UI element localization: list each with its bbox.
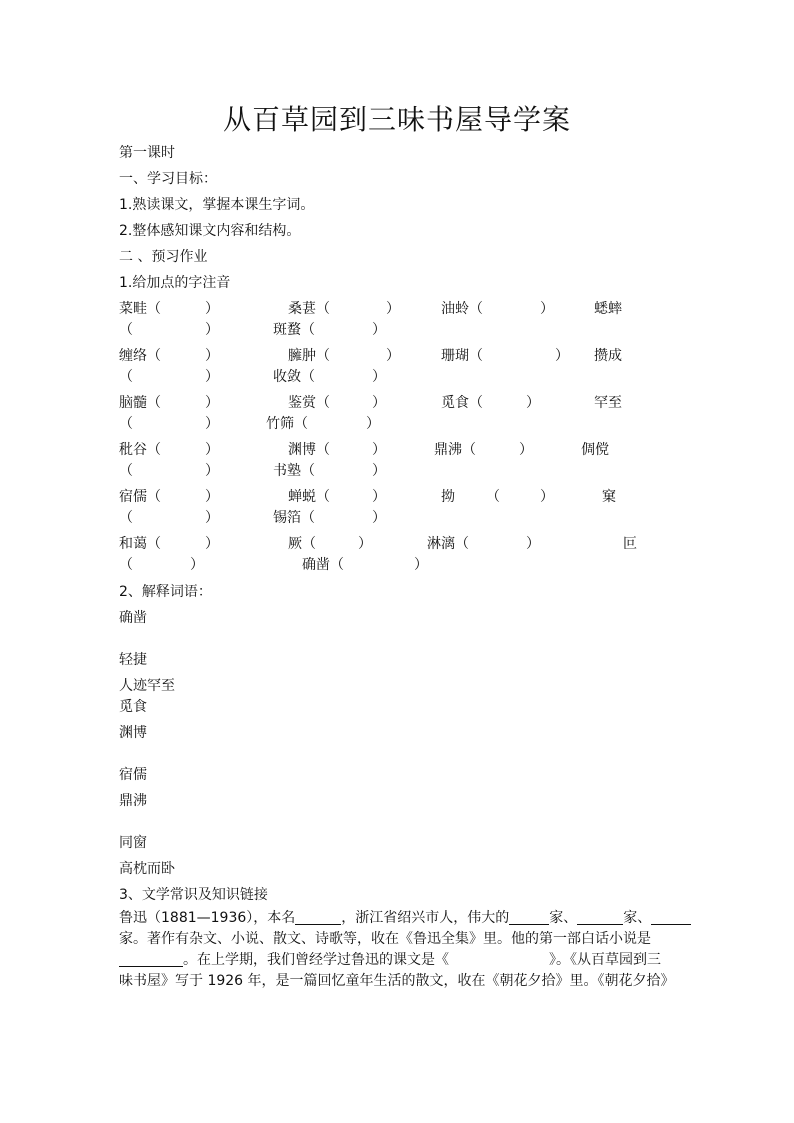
pinyin-heading: 1.给加点的字注音 — [119, 275, 231, 291]
pinyin-paren: ） — [205, 395, 219, 411]
pinyin-word: 蝉蜕（ — [288, 489, 330, 505]
page-title: 从百草园到三味书屋导学案 — [222, 103, 571, 136]
goal-item: 2.整体感知课文内容和结构。 — [119, 223, 301, 239]
pinyin-word: 锡箔（ — [273, 510, 315, 526]
pinyin-word: 斑蝥（ — [273, 322, 315, 338]
pinyin-paren: ） — [372, 489, 386, 505]
pinyin-paren: ） — [190, 557, 204, 573]
knowledge-heading: 3、文学常识及知识链接 — [119, 887, 268, 903]
pinyin-paren: ） — [372, 369, 386, 385]
paragraph-text: 味书屋》写于 1926 年，是一篇回忆童年生活的散文，收在《朝花夕拾》里。《朝花夕拾》 — [119, 973, 675, 989]
goals-heading: 一、学习目标： — [119, 171, 217, 187]
pinyin-paren: ） — [205, 322, 219, 338]
fill-blank[interactable] — [651, 910, 691, 925]
word-item: 宿儒 — [119, 767, 147, 783]
pinyin-word: 厥（ — [288, 536, 316, 552]
paragraph-text: 家。著作有杂文、小说、散文、诗歌等，收在《鲁迅全集》里。他的第一部白话小说是 — [119, 931, 651, 947]
pinyin-word: 蟋蟀 — [594, 301, 622, 317]
word-item: 轻捷 — [119, 652, 147, 668]
pinyin-paren: ） — [519, 442, 533, 458]
pinyin-paren: ） — [372, 463, 386, 479]
paragraph-line — [119, 950, 675, 971]
pinyin-word: 书塾（ — [273, 463, 315, 479]
pinyin-paren: ） — [386, 348, 400, 364]
pinyin-paren: ） — [414, 557, 428, 573]
word-item: 渊博 — [119, 725, 147, 741]
pinyin-word: 鼎沸（ — [434, 442, 476, 458]
fill-blank[interactable] — [509, 910, 549, 925]
pinyin-paren: （ — [119, 369, 133, 385]
pinyin-paren: ） — [205, 348, 219, 364]
paragraph-text: 》。《从百草园到三 — [549, 952, 661, 968]
pinyin-word: 缠络（ — [119, 348, 161, 364]
pinyin-word: 臃肿（ — [288, 348, 330, 364]
pinyin-paren: （ — [119, 510, 133, 526]
pinyin-paren: （ — [119, 557, 133, 573]
word-item: 确凿 — [119, 610, 147, 626]
pinyin-word: 油蛉（ — [441, 301, 483, 317]
pinyin-paren: ） — [205, 463, 219, 479]
pinyin-paren: ） — [372, 442, 386, 458]
fill-blank[interactable] — [295, 910, 341, 925]
pinyin-word: 和蔼（ — [119, 536, 161, 552]
pinyin-paren: ） — [205, 369, 219, 385]
paragraph-line — [119, 929, 675, 950]
pinyin-word: 确凿（ — [302, 557, 344, 573]
pinyin-paren: ） — [526, 395, 540, 411]
paragraph-text: 家、 — [623, 910, 652, 926]
pinyin-paren: ） — [372, 510, 386, 526]
pinyin-word: 攒成 — [594, 348, 622, 364]
pinyin-word: 脑髓（ — [119, 395, 161, 411]
word-item: 高枕而卧 — [119, 861, 175, 877]
pinyin-paren: ） — [372, 395, 386, 411]
words-heading: 2、解释词语： — [119, 584, 212, 600]
pinyin-word: 倜傥 — [581, 442, 609, 458]
paragraph-text: 鲁迅（1881—1936），本名 — [119, 910, 296, 926]
paragraph-line — [119, 971, 675, 992]
pinyin-paren: ） — [372, 322, 386, 338]
pinyin-word: 秕谷（ — [119, 442, 161, 458]
pinyin-paren: ） — [358, 536, 372, 552]
lesson-label: 第一课时 — [119, 145, 175, 161]
pinyin-word: 收敛（ — [273, 369, 315, 385]
pinyin-paren: （ — [486, 489, 500, 505]
pinyin-word: 珊瑚（ — [441, 348, 483, 364]
pinyin-word: 鉴赏（ — [288, 395, 330, 411]
fill-blank[interactable] — [577, 910, 623, 925]
preview-heading: 二 、预习作业 — [119, 249, 208, 265]
pinyin-word: 宿儒（ — [119, 489, 161, 505]
pinyin-paren: ） — [205, 510, 219, 526]
pinyin-word: 窠 — [602, 489, 616, 505]
pinyin-paren: ） — [555, 348, 569, 364]
pinyin-paren: ） — [205, 536, 219, 552]
word-item: 同窗 — [119, 835, 147, 851]
pinyin-word: 罕至 — [594, 395, 622, 411]
paragraph-text: ，浙江省绍兴市人，伟大的 — [341, 910, 510, 926]
pinyin-paren: （ — [119, 463, 133, 479]
pinyin-word: 渊博（ — [288, 442, 330, 458]
knowledge-paragraph — [119, 908, 675, 992]
pinyin-paren: ） — [540, 301, 554, 317]
pinyin-word: 觅食（ — [441, 395, 483, 411]
pinyin-paren: ） — [366, 416, 380, 432]
pinyin-word: 菜畦（ — [119, 301, 161, 317]
fill-blank[interactable] — [119, 952, 183, 967]
goal-item: 1.熟读课文，掌握本课生字词。 — [119, 197, 315, 213]
paragraph-line — [119, 908, 675, 929]
pinyin-word: 淋漓（ — [427, 536, 469, 552]
pinyin-paren: ） — [205, 301, 219, 317]
pinyin-paren: ） — [386, 301, 400, 317]
pinyin-paren: （ — [119, 416, 133, 432]
pinyin-word: 竹筛（ — [266, 416, 308, 432]
pinyin-paren: ） — [526, 536, 540, 552]
pinyin-word: 拗 — [441, 489, 455, 505]
pinyin-paren: ） — [540, 489, 554, 505]
pinyin-paren: （ — [119, 322, 133, 338]
pinyin-paren: ） — [205, 442, 219, 458]
paragraph-text: 。在上学期，我们曾经学过鲁迅的课文是《 — [183, 952, 449, 968]
word-item: 人迹罕至 — [119, 678, 175, 694]
paragraph-text: 家、 — [549, 910, 578, 926]
word-item: 觅食 — [119, 699, 147, 715]
word-item: 鼎沸 — [119, 793, 147, 809]
pinyin-paren: ） — [205, 416, 219, 432]
pinyin-word: 叵 — [623, 536, 637, 552]
pinyin-word: 桑葚（ — [288, 301, 330, 317]
pinyin-paren: ） — [205, 489, 219, 505]
